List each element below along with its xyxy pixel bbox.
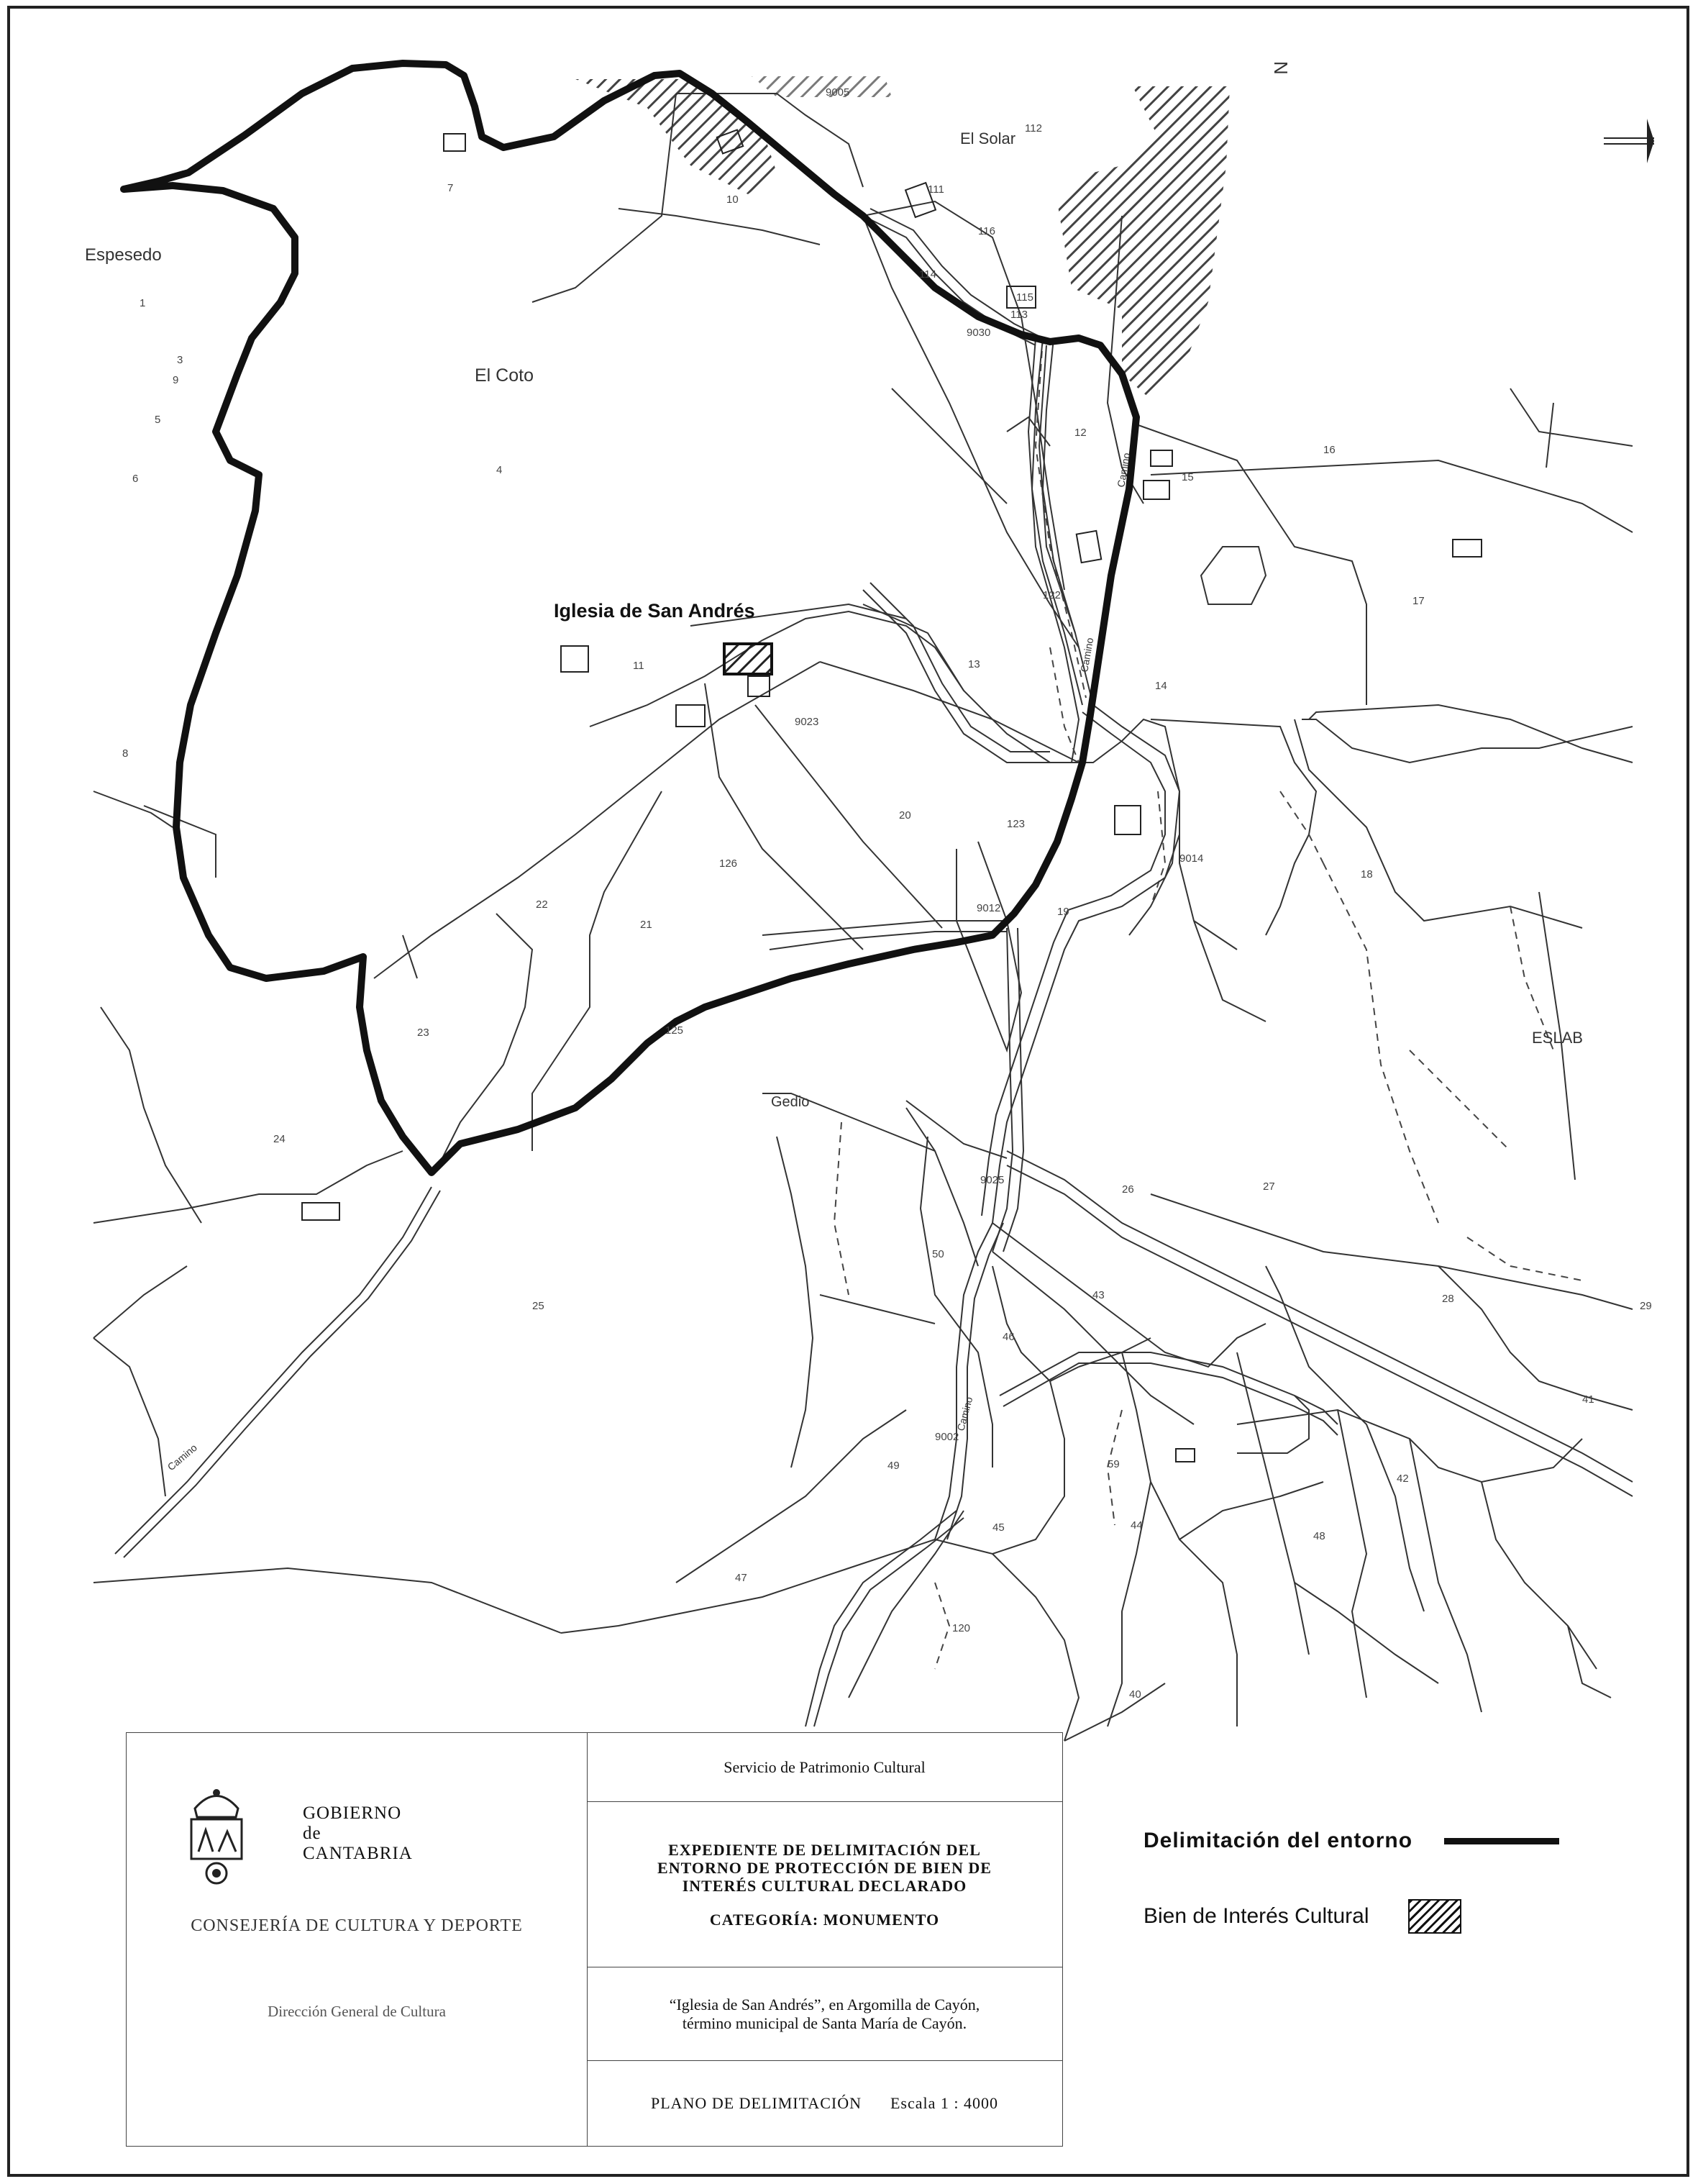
legend-item-bien xyxy=(1144,1899,1461,1934)
legend-item-delimitacion xyxy=(1144,1829,1559,1853)
road-label-camino-2: Camino xyxy=(1115,452,1133,488)
title-block xyxy=(126,1732,1063,2147)
parcel-number: 116 xyxy=(978,225,995,237)
legend xyxy=(1136,1820,1640,1964)
parcel-number: 42 xyxy=(1397,1473,1409,1485)
road-label-camino-4: Camino xyxy=(165,1442,199,1473)
gov-line-1: GOBIERNO xyxy=(303,1803,402,1823)
parcel-number: 113 xyxy=(1010,309,1028,321)
title-block-left xyxy=(127,1733,588,2146)
legend-bien-label: Bien de Interés Cultural xyxy=(1144,1904,1369,1928)
parcel-number: 120 xyxy=(952,1622,971,1634)
parcel-number: 45 xyxy=(992,1521,1005,1534)
coat-of-arms-emblem xyxy=(177,1780,256,1888)
parcel-number: 18 xyxy=(1361,868,1373,881)
plano-label: PLANO DE DELIMITACIÓN xyxy=(650,2094,862,2112)
parcel-number: 9030 xyxy=(967,327,991,339)
parcel-number: 59 xyxy=(1108,1458,1120,1470)
direccion-label: Dirección General de Cultura xyxy=(268,2003,446,2020)
north-arrow xyxy=(1270,61,1654,163)
place-gedio: Gedio xyxy=(771,1094,810,1110)
place-espesedo: Espesedo xyxy=(85,245,162,265)
iglesia-line-1: “Iglesia de San Andrés”, en Argomilla de Cayón, xyxy=(669,1995,980,2014)
parcel-number: 10 xyxy=(726,194,739,206)
parcel-number: 50 xyxy=(932,1248,944,1260)
parcel-number: 14 xyxy=(1155,680,1167,692)
parcel-number: 15 xyxy=(1182,471,1194,483)
parcel-number: 122 xyxy=(1043,589,1062,601)
expediente-line-2: ENTORNO DE PROTECCIÓN DE BIEN DE xyxy=(657,1858,992,1877)
parcel-number: 123 xyxy=(1007,818,1026,830)
parcel-number: 7 xyxy=(447,182,454,194)
gov-line-2: de xyxy=(303,1824,321,1843)
parcel-number: 1 xyxy=(140,297,146,309)
parcel-number: 9014 xyxy=(1179,852,1204,865)
parcel-number: 23 xyxy=(417,1027,429,1039)
legend-delimitacion-label: Delimitación del entorno xyxy=(1144,1829,1413,1852)
parcel-number: 3 xyxy=(177,354,183,366)
place-eslab: ESLAB xyxy=(1532,1029,1583,1047)
parcel-number: 25 xyxy=(532,1300,544,1312)
parcel-number: 4 xyxy=(496,464,503,476)
title-block-right xyxy=(587,1733,1062,2146)
place-el-solar: El Solar xyxy=(960,129,1016,147)
parcel-number: 114 xyxy=(919,268,936,281)
gov-line-3: CANTABRIA xyxy=(303,1844,413,1863)
parcel-number: 17 xyxy=(1412,595,1425,607)
parcel-number: 9012 xyxy=(977,902,1001,914)
parcel-number: 20 xyxy=(899,809,911,822)
parcel-number: 26 xyxy=(1122,1183,1134,1196)
expediente-line-1: EXPEDIENTE DE DELIMITACIÓN DEL xyxy=(668,1840,981,1859)
parcel-number: 115 xyxy=(1016,291,1033,304)
parcel-number: 111 xyxy=(928,183,944,196)
parcel-number: 24 xyxy=(273,1133,286,1145)
parcel-number: 41 xyxy=(1582,1393,1594,1406)
church-label: Iglesia de San Andrés xyxy=(554,600,755,622)
parcel-number: 9025 xyxy=(980,1174,1005,1186)
escala-label: Escala 1 : 4000 xyxy=(890,2094,998,2112)
parcel-number: 48 xyxy=(1313,1530,1325,1542)
parcel-number: 8 xyxy=(122,747,129,760)
parcel-number: 21 xyxy=(640,919,652,931)
parcel-number: 44 xyxy=(1131,1519,1143,1532)
categoria-label: CATEGORÍA: MONUMENTO xyxy=(709,1910,940,1929)
parcel-number: 46 xyxy=(1003,1331,1015,1343)
parcel-number: 16 xyxy=(1323,444,1336,456)
buildings xyxy=(302,130,1482,1462)
iglesia-line-2: término municipal de Santa María de Cayón. xyxy=(682,2014,967,2032)
parcel-number: 5 xyxy=(155,414,161,426)
government-name xyxy=(303,1803,413,1864)
consejeria-label: CONSEJERÍA DE CULTURA Y DEPORTE xyxy=(191,1916,523,1935)
parcel-number: 13 xyxy=(968,658,980,670)
parcel-number: 29 xyxy=(1640,1300,1652,1312)
road-label-camino-1: Camino xyxy=(1078,637,1096,673)
servicio-label: Servicio de Patrimonio Cultural xyxy=(724,1757,926,1776)
parcel-number: 9 xyxy=(173,374,179,386)
parcel-lines xyxy=(93,94,1633,1741)
north-arrow-label: N xyxy=(1270,61,1292,75)
parcel-number: 22 xyxy=(536,898,548,911)
dashed-lines xyxy=(834,338,1582,1669)
parcel-number: 126 xyxy=(719,857,738,870)
parcel-number: 12 xyxy=(1074,427,1087,439)
plano-row xyxy=(587,2061,1062,2146)
parcel-number: 27 xyxy=(1263,1180,1275,1193)
expediente-row xyxy=(587,1802,1062,1967)
expediente-line-3: INTERÉS CULTURAL DECLARADO xyxy=(682,1876,967,1895)
parcel-number: 40 xyxy=(1129,1688,1141,1701)
parcel-number: 28 xyxy=(1442,1293,1454,1305)
parcel-number: 9002 xyxy=(935,1431,959,1443)
road-label-camino-3: Camino xyxy=(954,1396,975,1432)
parcel-number: 43 xyxy=(1092,1289,1105,1301)
parcel-number: 6 xyxy=(132,473,139,485)
place-el-coto: El Coto xyxy=(475,365,534,386)
parcel-number: 19 xyxy=(1057,906,1069,918)
parcel-number: 49 xyxy=(887,1460,900,1472)
parcel-number: 47 xyxy=(735,1572,747,1584)
legend-line-swatch xyxy=(1444,1838,1559,1844)
parcel-number: 9005 xyxy=(826,86,850,99)
iglesia-row xyxy=(587,1967,1062,2061)
parcel-number: 9023 xyxy=(795,716,819,728)
servicio-row xyxy=(587,1733,1062,1802)
parcel-number: 112 xyxy=(1025,122,1042,135)
legend-hatch-swatch xyxy=(1408,1899,1461,1934)
parcel-number: 11 xyxy=(633,660,644,672)
church-building xyxy=(724,644,772,674)
parcel-number: 125 xyxy=(665,1024,684,1037)
